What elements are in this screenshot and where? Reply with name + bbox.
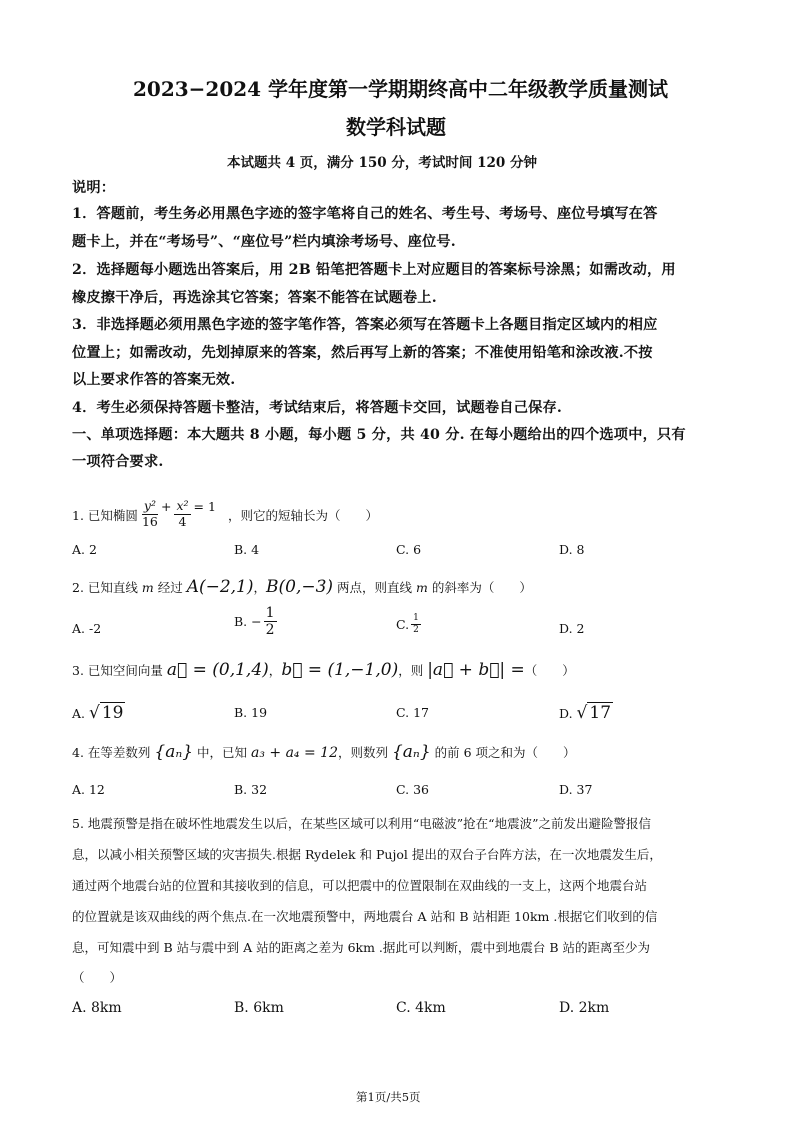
q2-optc-num: 1 — [413, 613, 419, 623]
q3-option-a — [72, 703, 125, 723]
exam-subtitle: 数学科试题 — [346, 115, 446, 139]
q3-vector-b: b⃗ = (1,−1,0) — [281, 660, 399, 680]
exam-title: 2023−2024 学年度第一学期期终高中二年级教学质量测试 — [133, 77, 669, 101]
q2-option-c-fraction — [411, 614, 421, 635]
q3-optd-radicand: 17 — [589, 703, 612, 723]
q2-text-b: 经过 — [153, 580, 187, 595]
q2-text-a: 2. 已知直线 — [72, 580, 142, 595]
q3-text-a: 3. 已知空间向量 — [72, 663, 167, 678]
note-1-line-1: 1．答题前，考生务必用黑色字迹的签字笔将自己的姓名、考生号、考场号、座位号填写在答 — [72, 206, 658, 222]
q2-text-d: 两点，则直线 — [333, 580, 417, 595]
q3-option-d — [559, 703, 613, 723]
q3-text-b: ， — [268, 663, 282, 678]
note-1-line-2: 题卡上，并在“考场号”、“座位号”栏内填涂考场号、座位号. — [72, 234, 456, 250]
question-1 — [72, 486, 378, 528]
section-heading-line-1: 一、单项选择题：本大题共 8 小题，每小题 5 分，共 40 分. 在每小题给出的四个选项中，只有 — [72, 427, 686, 443]
question-5-line-3: 通过两个地震台站的位置和其接收到的信息，可以把震中的位置限制在双曲线的一支上，这两个地震台站 — [72, 878, 648, 893]
q1-fraction-x — [174, 500, 190, 528]
q4-text-c: ，则数列 — [338, 745, 392, 760]
note-2-line-1: 2．选择题每小题选出答案后，用 2B 铅笔把答题卡上对应题目的答案标号涂黑；如需改动，用 — [72, 262, 676, 278]
q2-optb-num: 1 — [265, 605, 275, 621]
q4-condition: a₃ + a₄ = 12 — [251, 745, 338, 761]
section-heading-line-2: 一项符合要求. — [72, 454, 164, 470]
q2-option-a: A. -2 — [72, 621, 102, 636]
q2-optc-den: 2 — [413, 625, 419, 635]
q1-option-d: D. 8 — [559, 542, 585, 557]
q2-option-d: D. 2 — [559, 621, 585, 636]
q3-vector-a: a⃗ = (0,1,4) — [166, 660, 269, 680]
q3-option-b: B. 19 — [234, 705, 268, 720]
q2-point-b: B(0,−3) — [266, 577, 334, 597]
q4-sequence-2: {aₙ} — [391, 742, 431, 762]
q5-option-d: D. 2km — [559, 1000, 610, 1016]
q2-option-c — [396, 614, 421, 635]
q3-option-d-prefix: D. — [559, 706, 577, 721]
question-5-line-2: 息，以减小相关预警区域的灾害损失.根据 Rydelek 和 Pujol 提出的双台子台阵方法，在一次地震发生后， — [72, 847, 662, 862]
q2-var-m-2: m — [416, 580, 428, 595]
q3-option-d-sqrt: √ 17 — [576, 703, 612, 723]
q2-option-b — [234, 606, 277, 637]
q1-prefix: 1. 已知椭圆 — [72, 508, 138, 523]
q3-text-d: （ ） — [524, 663, 575, 678]
question-2 — [72, 577, 532, 597]
q4-option-b: B. 32 — [234, 782, 268, 797]
q4-text-d: 的前 6 项之和为（ ） — [430, 745, 576, 760]
q1-plus: + — [160, 499, 172, 514]
q1-option-c: C. 6 — [396, 542, 422, 557]
q2-option-b-prefix: B. − — [234, 614, 262, 629]
q5-option-c: C. 4km — [396, 1000, 446, 1016]
q1-frac1-den: 16 — [141, 513, 158, 529]
q2-text-c: ， — [253, 580, 267, 595]
question-3 — [72, 660, 575, 680]
q4-option-d: D. 37 — [559, 782, 593, 797]
q5-option-b: B. 6km — [234, 1000, 284, 1016]
q1-equals: = 1 — [193, 499, 216, 514]
page-number: 第1页/共5页 — [356, 1090, 421, 1104]
question-5-line-1: 5. 地震预警是指在破坏性地震发生以后，在某些区域可以利用“电磁波”抢在“地震波”之前发出避险警报信 — [72, 816, 651, 831]
q1-suffix: ，则它的短轴长为（ ） — [227, 508, 378, 523]
question-5-line-5: 息，可知震中到 B 站与震中到 A 站的距离之差为 6km .据此可以判断，震中到地震台 B 站的距离至少为 — [72, 940, 651, 955]
q4-option-c: C. 36 — [396, 782, 429, 797]
note-4: 4．考生必须保持答题卡整洁，考试结束后，将答题卡交回，试题卷自己保存. — [72, 400, 563, 416]
q3-opta-radicand: 19 — [101, 703, 124, 723]
q1-fraction-y — [142, 500, 158, 528]
q1-option-a: A. 2 — [72, 542, 97, 557]
q2-var-m: m — [141, 580, 154, 595]
note-3-line-1: 3．非选择题必须用黑色字迹的签字笔作答，答案必须写在答题卡上各题目指定区域内的相应 — [72, 317, 658, 333]
note-3-line-2: 位置上；如需改动，先划掉原来的答案，然后再写上新的答案；不准使用铅笔和涂改液.不按 — [72, 345, 653, 361]
q3-option-a-prefix: A. — [72, 706, 89, 721]
q4-sequence: {aₙ} — [154, 742, 194, 762]
q2-point-a: A(−2,1) — [186, 577, 254, 597]
q2-option-b-fraction — [264, 606, 277, 637]
q3-option-a-sqrt: √ 19 — [88, 703, 124, 723]
q4-option-a: A. 12 — [72, 782, 105, 797]
q2-optb-den: 2 — [265, 622, 275, 638]
q1-frac2-den: 4 — [178, 513, 187, 529]
q1-option-b: B. 4 — [234, 542, 260, 557]
q1-frac2-num: x² — [176, 498, 189, 513]
q3-text-c: ，则 — [398, 663, 428, 678]
q3-option-c: C. 17 — [396, 705, 429, 720]
q2-option-c-prefix: C. — [396, 617, 410, 632]
question-5-line-4: 的位置就是该双曲线的两个焦点.在一次地震预警中，两地震台 A 站和 B 站相距 10km .根据它们收到的信 — [72, 909, 658, 924]
q3-expression: |a⃗ + b⃗| = — [427, 660, 525, 680]
q5-option-a: A. 8km — [72, 1000, 122, 1016]
notes-heading: 说明： — [72, 180, 116, 196]
exam-info: 本试题共 4 页，满分 150 分，考试时间 120 分钟 — [227, 155, 537, 171]
question-4 — [72, 742, 576, 762]
q4-text-b: 中，已知 — [193, 745, 251, 760]
q2-text-e: 的斜率为（ ） — [427, 580, 532, 595]
q1-frac1-num: y² — [143, 498, 156, 513]
q4-text-a: 4. 在等差数列 — [72, 745, 155, 760]
question-5-line-6: （ ） — [72, 970, 123, 985]
note-2-line-2: 橡皮擦干净后，再选涂其它答案；答案不能答在试题卷上. — [72, 290, 437, 306]
note-3-line-3: 以上要求作答的答案无效. — [72, 372, 236, 388]
